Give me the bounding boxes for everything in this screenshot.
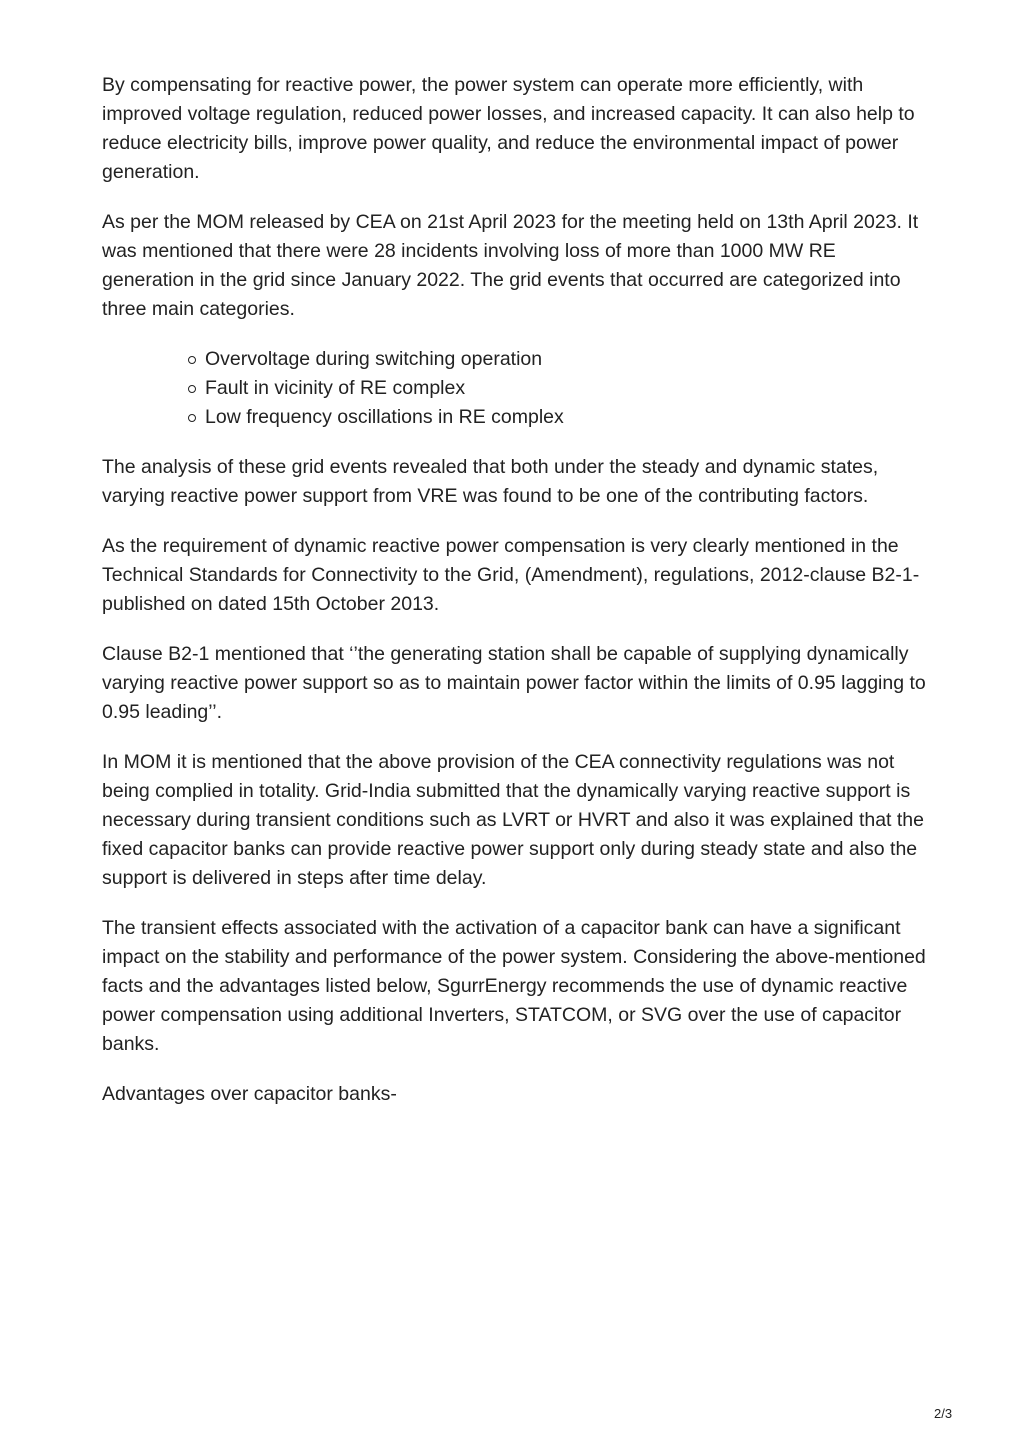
list-item bbox=[172, 374, 932, 403]
list-item-label: Fault in vicinity of RE complex bbox=[205, 377, 466, 399]
paragraph-recommendation: The transient effects associated with the activation of a capacitor bank can have a significant impact on the stability and performance of the power system. Considering the above-mentioned facts and the advantages listed below, SgurrEnergy recommends the use of dynamic reactive power compensation using additional Inverters, STATCOM, or SVG over the use of capacitor banks. bbox=[102, 917, 926, 1055]
paragraph-mom-compliance: In MOM it is mentioned that the above provision of the CEA connectivity regulations was not being complied in totality. Grid-India submitted that the dynamically varying reactive support is necessary during transient conditions such as LVRT or HVRT and also it was explained that the fixed capacitor banks can provide reactive power support only during steady state and also the support is delivered in steps after time delay. bbox=[102, 751, 924, 889]
list-item-label: Low frequency oscillations in RE complex bbox=[205, 406, 564, 428]
paragraph-clause-b2-1: Clause B2-1 mentioned that ‘’the generating station shall be capable of supplying dynamically varying reactive power support so as to maintain power factor within the limits of 0.95 lagging to 0.95 leading’’. bbox=[102, 643, 926, 723]
hollow-bullet-icon bbox=[188, 385, 196, 393]
paragraph-grid-event-analysis: The analysis of these grid events revealed that both under the steady and dynamic states, varying reactive power support from VRE was found to be one of the contributing factors. bbox=[102, 456, 879, 507]
page-number: 2/3 bbox=[934, 1406, 953, 1421]
hollow-bullet-icon bbox=[188, 356, 196, 364]
paragraph-reactive-power-benefits: By compensating for reactive power, the power system can operate more efficiently, with improved voltage regulation, reduced power losses, and increased capacity. It can also help to reduce electricity bills, improve power quality, and reduce the environmental impact of power generation. bbox=[102, 74, 915, 183]
paragraph-advantages-heading: Advantages over capacitor banks- bbox=[102, 1083, 397, 1105]
paragraph-cea-mom: As per the MOM released by CEA on 21st April 2023 for the meeting held on 13th April 2023. It was mentioned that there were 28 incidents involving loss of more than 1000 MW RE generation in the grid since January 2022. The grid events that occurred are categorized into three main categories. bbox=[102, 211, 919, 320]
paragraph-technical-standards: As the requirement of dynamic reactive power compensation is very clearly mentioned in the Technical Standards for Connectivity to the Grid, (Amendment), regulations, 2012-clause B2-1-published on dated 15th October 2013. bbox=[102, 535, 920, 615]
list-item bbox=[172, 345, 932, 374]
article-body bbox=[102, 71, 932, 1130]
list-item bbox=[172, 403, 932, 432]
list-item-label: Overvoltage during switching operation bbox=[205, 348, 543, 370]
hollow-bullet-icon bbox=[188, 414, 196, 422]
event-categories-list bbox=[102, 345, 932, 432]
